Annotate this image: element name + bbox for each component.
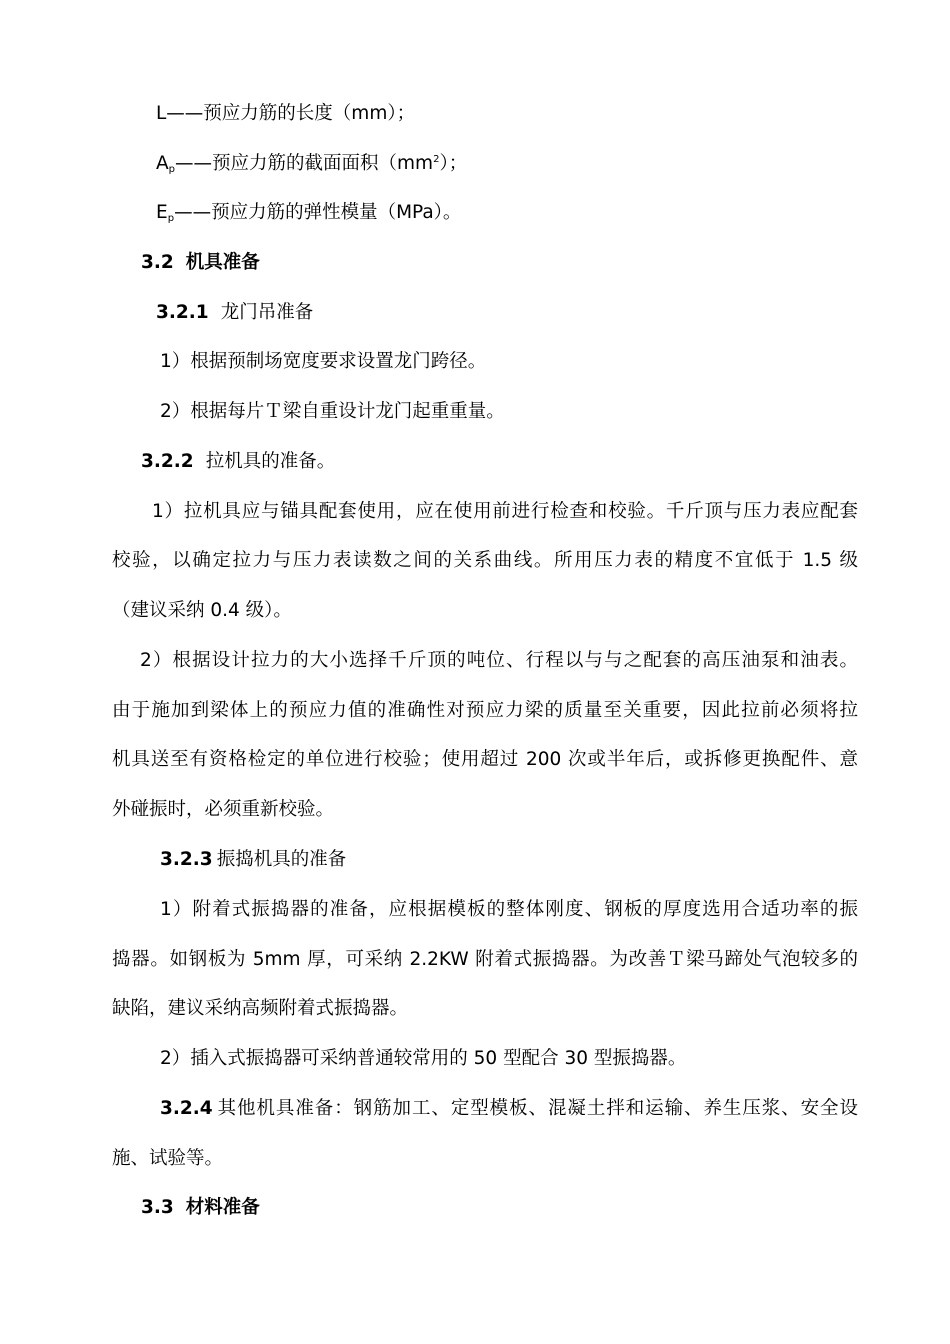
section-heading-3-2 bbox=[141, 249, 950, 277]
def-area-symbol: A bbox=[156, 153, 169, 174]
def-area-subscript: p bbox=[168, 164, 176, 175]
def-modulus-text: ——预应力筋的弹性模量（MPa）。 bbox=[174, 202, 462, 223]
paragraph-text: 由于施加到梁体上的预应力值的准确性对预应力梁的质量至关重要，因此拉前必须将拉 bbox=[112, 700, 858, 721]
section-3-2-4-line bbox=[112, 1095, 950, 1123]
paragraph-text: 机具送至有资格检定的单位进行校验；使用超过 200 次或半年后，或拆修更换配件、意 bbox=[112, 749, 858, 770]
paragraph-text-content: 其他机具准备：钢筋加工、定型模板、混凝土拌和运输、养生压浆、安全设 bbox=[216, 1098, 858, 1119]
paragraph-line bbox=[112, 697, 950, 725]
paragraph-line bbox=[112, 597, 950, 625]
paragraph-text: 校验，以确定拉力与压力表读数之间的关系曲线。所用压力表的精度不宜低于 1.5 级 bbox=[112, 550, 858, 571]
def-modulus-symbol: E bbox=[156, 202, 168, 223]
paragraph bbox=[160, 1045, 950, 1073]
paragraph-text: 外碰振时，必须重新校验。 bbox=[112, 799, 335, 820]
paragraph-line bbox=[112, 647, 950, 675]
subsection-title: 龙门吊准备 bbox=[220, 302, 314, 323]
paragraph-line bbox=[112, 547, 950, 575]
paragraph-text: 1）附着式振捣器的准备，应根据模板的整体刚度、钢板的厚度选用合适功率的振 bbox=[160, 899, 858, 920]
paragraph-text: 捣器。如钢板为 5mm 厚，可采纳 2.2KW 附着式振捣器。为改善Ｔ梁马蹄处气泡较多的 bbox=[112, 949, 858, 970]
section-number: 3.3 bbox=[141, 1197, 174, 1218]
paragraph-text: 2）根据每片Ｔ梁自重设计龙门起重重量。 bbox=[160, 401, 505, 422]
section-heading-3-3 bbox=[141, 1194, 950, 1222]
section-heading-3-2-3 bbox=[160, 846, 950, 874]
section-number: 3.2 bbox=[141, 252, 174, 273]
paragraph-text: 2）插入式振捣器可采纳普通较常用的 50 型配合 30 型振捣器。 bbox=[160, 1048, 687, 1069]
paragraph-text: （建议采纳 0.4 级）。 bbox=[112, 600, 292, 621]
section-heading-3-2-2 bbox=[141, 448, 950, 476]
paragraph-text bbox=[112, 1095, 858, 1123]
paragraph-line bbox=[112, 746, 950, 774]
paragraph-text: 1）根据预制场宽度要求设置龙门跨径。 bbox=[160, 351, 487, 372]
paragraph-line bbox=[112, 946, 950, 974]
paragraph-line bbox=[112, 498, 950, 526]
subsection-number: 3.2.1 bbox=[156, 302, 209, 323]
section-title: 机具准备 bbox=[185, 252, 260, 273]
def-length bbox=[156, 100, 950, 128]
def-length-text: L——预应力筋的长度（mm）； bbox=[156, 103, 416, 124]
subsection-number: 3.2.3 bbox=[160, 849, 213, 870]
paragraph-text: 施、试验等。 bbox=[112, 1148, 224, 1169]
def-area-superscript: 2 bbox=[433, 154, 440, 165]
paragraph-line bbox=[112, 796, 950, 824]
def-modulus bbox=[156, 199, 950, 227]
paragraph-line bbox=[112, 1145, 950, 1173]
def-area bbox=[156, 150, 950, 178]
subsection-title: 拉机具的准备。 bbox=[205, 451, 336, 472]
section-title: 材料准备 bbox=[185, 1197, 260, 1218]
def-area-end: ）； bbox=[439, 153, 468, 174]
subsection-number: 3.2.2 bbox=[141, 451, 194, 472]
paragraph-line bbox=[112, 995, 950, 1023]
def-area-text: ——预应力筋的截面面积（mm bbox=[175, 153, 434, 174]
paragraph-text: 缺陷，建议采纳高频附着式振捣器。 bbox=[112, 998, 409, 1019]
subsection-number: 3.2.4 bbox=[160, 1098, 213, 1119]
section-heading-3-2-1 bbox=[156, 299, 950, 327]
paragraph-text: 1）拉机具应与锚具配套使用，应在使用前进行检查和校验。千斤顶与压力表应配套 bbox=[152, 501, 858, 522]
paragraph bbox=[160, 398, 950, 426]
subsection-title: 振捣机具的准备 bbox=[216, 849, 347, 870]
paragraph-text: 2）根据设计拉力的大小选择千斤顶的吨位、行程以与与之配套的高压油泵和油表。 bbox=[140, 650, 858, 671]
paragraph-line bbox=[112, 896, 950, 924]
paragraph bbox=[160, 348, 950, 376]
def-modulus-subscript: p bbox=[167, 213, 175, 224]
